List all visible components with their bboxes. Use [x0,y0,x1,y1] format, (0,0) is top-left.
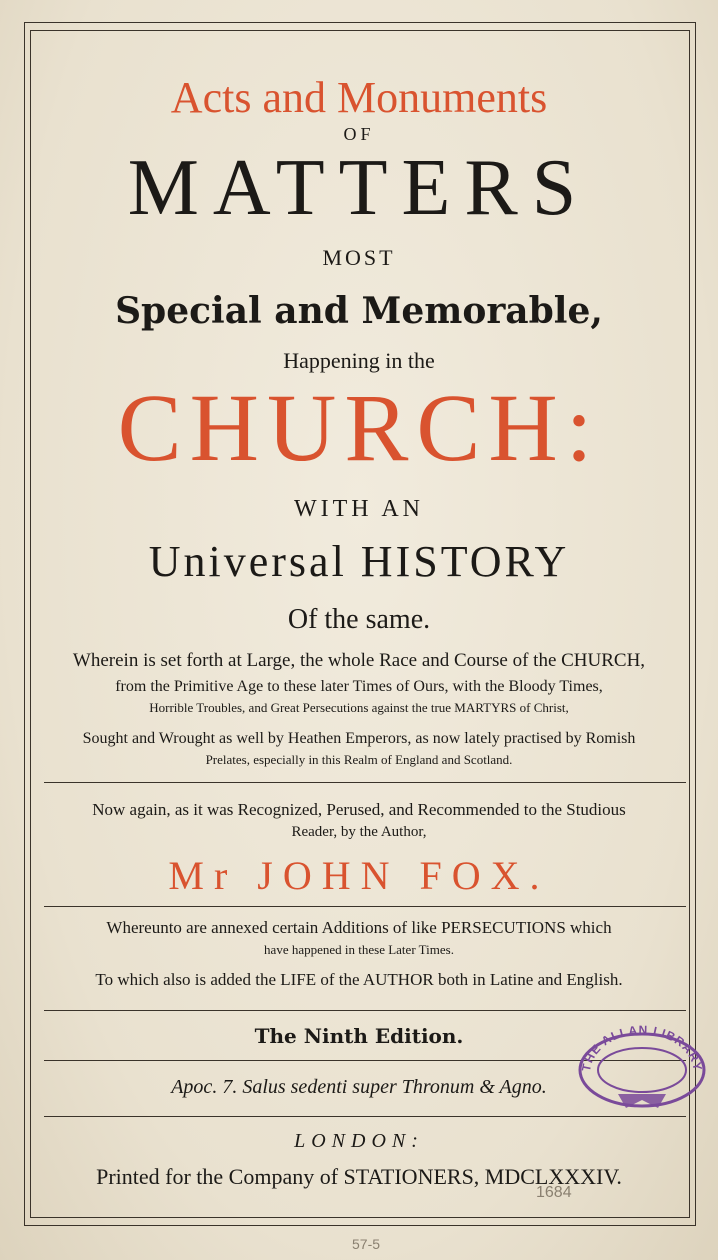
edition: The Ninth Edition. [254,1024,464,1048]
title-universal-history: Universal HISTORY [148,537,570,586]
imprint-printed: Printed for the Company of STATIONERS, MDCLXXXIV. [96,1164,622,1189]
imprint-city: LONDON: [294,1130,424,1152]
title-with-an: WITH AN [294,496,424,522]
rule-2 [44,906,686,907]
additions-line-2: have happened in these Later Times. [264,942,454,957]
rule-5 [44,1116,686,1117]
recognized-line-1: Now again, as it was Recognized, Perused, and Recommended to the Studious [92,800,626,819]
author-name: Mr JOHN FOX. [168,853,550,898]
pencil-year: 1684 [536,1184,572,1201]
title-matters: MATTERS [127,144,591,232]
title-happening-in-the: Happening in the [283,348,435,373]
description-line-1: Wherein is set forth at Large, the whole Race and Course of the CHURCH, [72,650,646,671]
rule-3 [44,1010,686,1011]
stamp-text: THE ALLAN LIBRARY [579,1022,706,1073]
title-special-and-memorable: Special and Memorable, [115,290,603,332]
library-stamp [572,1014,712,1110]
description-line-2: from the Primitive Age to these later Times of Ours, with the Bloody Times, [115,678,603,695]
description-line-3: Horrible Troubles, and Great Persecutions against the true MARTYRS of Christ, [149,700,569,715]
motto: Apoc. 7. Salus sedenti super Thronum & Agno. [171,1076,547,1098]
title-acts-and-monuments: Acts and Monuments [170,73,548,122]
description-line-4: Sought and Wrought as well by Heathen Emperors, as now lately practised by Romish [82,730,636,747]
additions-line-3: To which also is added the LIFE of the AUTHOR both in Latine and English. [95,970,623,989]
rule-1 [44,782,686,783]
title-most: MOST [322,245,396,270]
additions-line-1: Whereunto are annexed certain Additions of like PERSECUTIONS which [106,918,612,937]
pencil-bottom-note: 57-5 [352,1236,381,1252]
title-church: CHURCH: [117,374,601,481]
title-of: OF [343,124,375,144]
recognized-line-2: Reader, by the Author, [291,824,427,840]
title-of-the-same: Of the same. [287,604,431,635]
description-line-5: Prelates, especially in this Realm of England and Scotland. [205,752,513,767]
